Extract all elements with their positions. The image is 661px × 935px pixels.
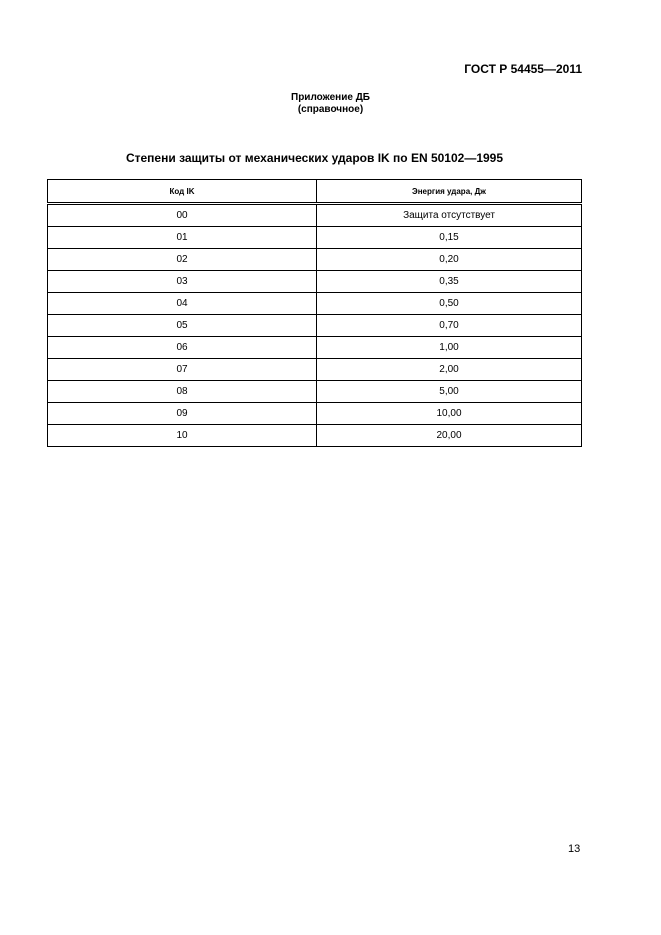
energy-cell: 20,00 <box>317 425 582 447</box>
energy-cell: 5,00 <box>317 381 582 403</box>
table-row <box>48 227 582 249</box>
energy-cell: 0,20 <box>317 249 582 271</box>
ik-code-cell: 00 <box>48 204 317 227</box>
table-row <box>48 204 582 227</box>
ik-code-cell: 06 <box>48 337 317 359</box>
table-row <box>48 337 582 359</box>
ik-code-cell: 04 <box>48 293 317 315</box>
energy-cell: 0,50 <box>317 293 582 315</box>
appendix-heading <box>0 92 661 116</box>
energy-cell: 2,00 <box>317 359 582 381</box>
ik-code-cell: 05 <box>48 315 317 337</box>
table-title: Степени защиты от механических ударов IK по EN 50102—1995 <box>125 151 504 165</box>
energy-cell: Защита отсутствует <box>317 204 582 227</box>
ik-code-cell: 09 <box>48 403 317 425</box>
energy-cell: 1,00 <box>317 337 582 359</box>
table-row <box>48 293 582 315</box>
page-number: 13 <box>568 843 581 855</box>
appendix-subtitle: (справочное) <box>297 104 364 115</box>
column-header: Энергия удара, Дж <box>317 180 582 204</box>
ik-table <box>47 179 582 447</box>
table-row <box>48 359 582 381</box>
ik-code-cell: 03 <box>48 271 317 293</box>
ik-code-cell: 01 <box>48 227 317 249</box>
ik-code-cell: 02 <box>48 249 317 271</box>
energy-cell: 0,35 <box>317 271 582 293</box>
table-header-row <box>48 180 582 204</box>
ik-code-cell: 07 <box>48 359 317 381</box>
table-row <box>48 403 582 425</box>
energy-cell: 0,15 <box>317 227 582 249</box>
table-row <box>48 425 582 447</box>
ik-code-cell: 10 <box>48 425 317 447</box>
energy-cell: 10,00 <box>317 403 582 425</box>
table-row <box>48 249 582 271</box>
column-header: Код IK <box>48 180 317 204</box>
table-row <box>48 271 582 293</box>
table-row <box>48 381 582 403</box>
table-row <box>48 315 582 337</box>
ik-code-cell: 08 <box>48 381 317 403</box>
standard-number: ГОСТ Р 54455—2011 <box>464 62 582 76</box>
energy-cell: 0,70 <box>317 315 582 337</box>
appendix-title: Приложение ДБ <box>291 92 370 103</box>
